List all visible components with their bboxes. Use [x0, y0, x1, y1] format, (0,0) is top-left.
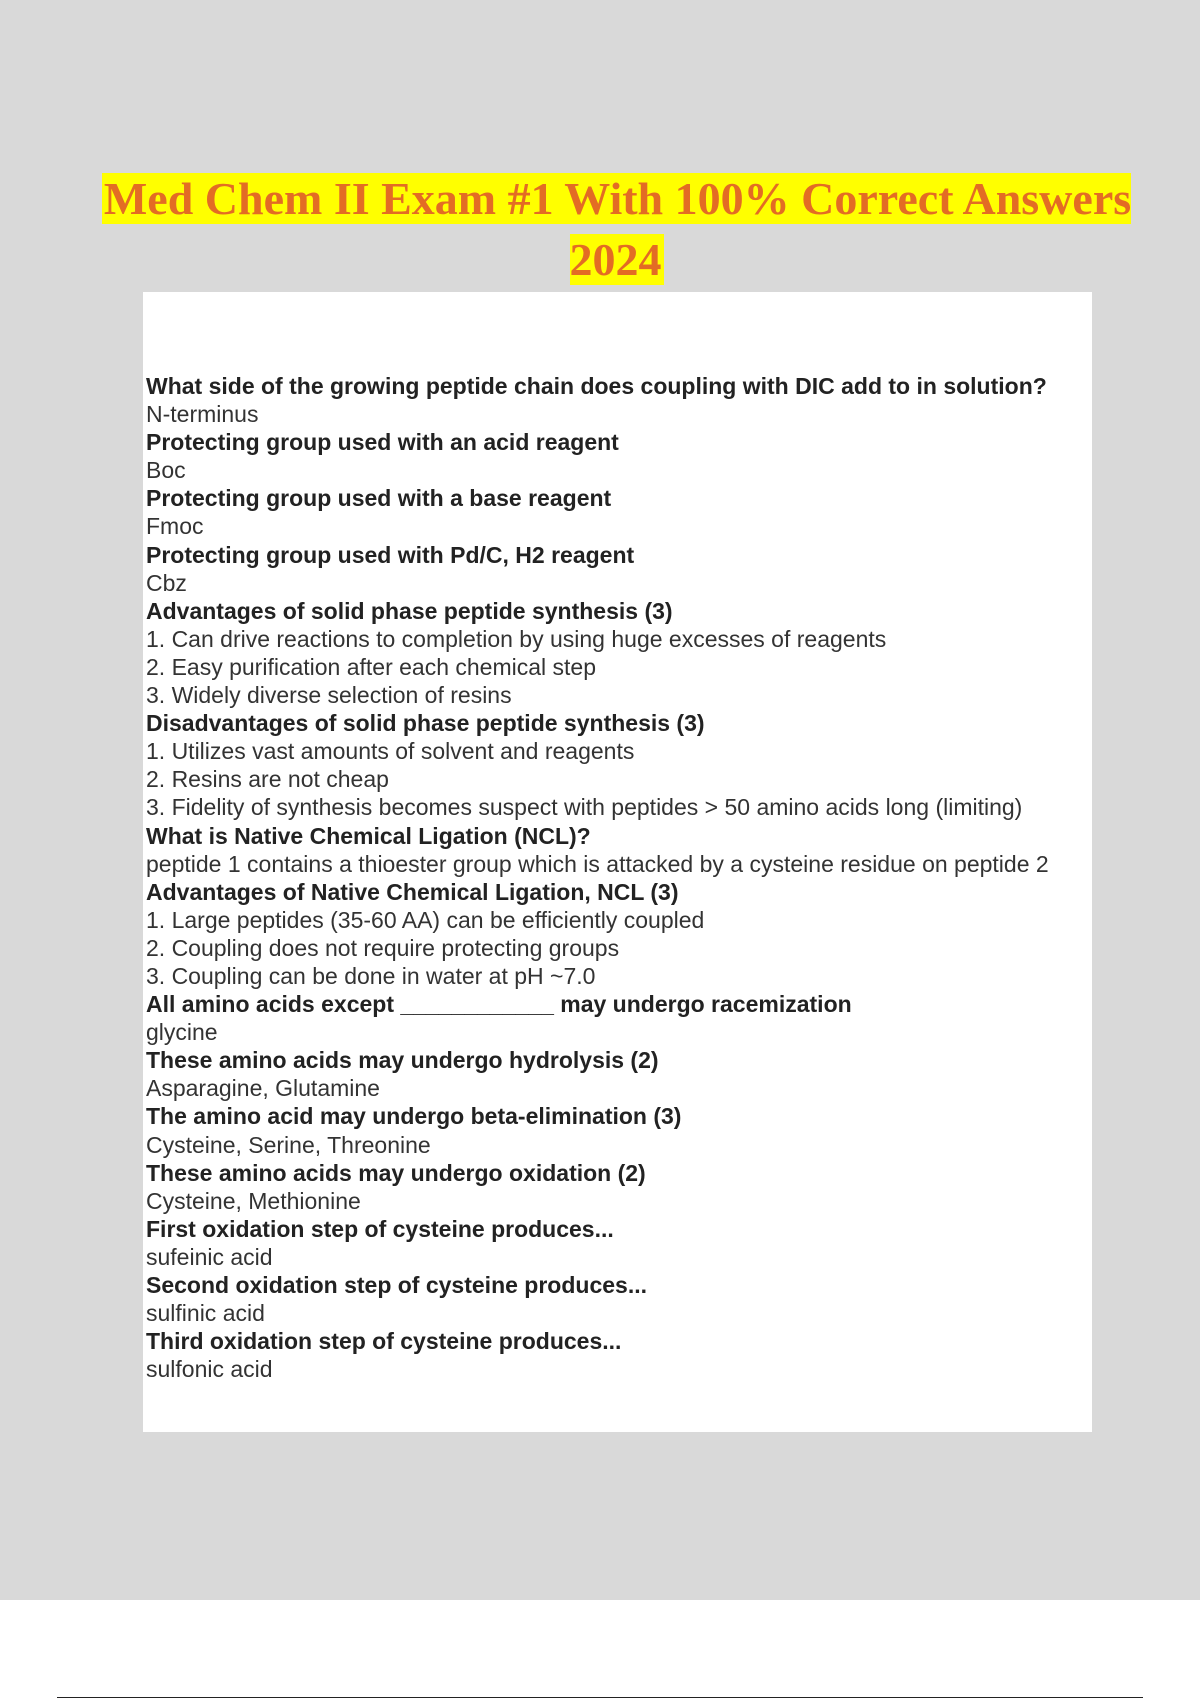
answer-text: N-terminus [146, 401, 259, 428]
answer-text: peptide 1 contains a thioester group which is attacked by a cysteine residue on peptide 2 [146, 850, 1049, 877]
footer-divider [57, 1697, 1143, 1698]
question-text: Disadvantages of solid phase peptide synthesis (3) [146, 710, 705, 737]
qa-item [146, 1327, 1089, 1383]
qa-item [146, 990, 1089, 1046]
answer-text: 1. Large peptides (35-60 AA) can be efficiently coupled [146, 906, 705, 933]
qa-item [146, 428, 1089, 484]
question-text: All amino acids except ____________ may undergo racemization [146, 991, 852, 1018]
qa-content-panel [143, 292, 1092, 1432]
question-text: Protecting group used with a base reagent [146, 485, 612, 512]
qa-item [146, 1102, 1089, 1158]
qa-item [146, 484, 1089, 540]
qa-item [146, 878, 1089, 990]
question-text: First oxidation step of cysteine produces... [146, 1215, 614, 1242]
answer-text: 2. Easy purification after each chemical step [146, 653, 597, 680]
answer-text: sufeinic acid [146, 1243, 273, 1270]
question-text: Advantages of solid phase peptide synthesis (3) [146, 597, 673, 624]
question-text: Protecting group used with an acid reagent [146, 429, 619, 456]
qa-item [146, 1271, 1089, 1327]
qa-item [146, 1046, 1089, 1102]
answer-text: Boc [146, 457, 186, 484]
qa-item [146, 822, 1089, 878]
answer-text: Cysteine, Serine, Threonine [146, 1131, 431, 1158]
answer-text: Asparagine, Glutamine [146, 1075, 380, 1102]
qa-item [146, 1159, 1089, 1215]
document-title [60, 168, 1173, 290]
question-text: The amino acid may undergo beta-elimination (3) [146, 1103, 682, 1130]
qa-list [146, 372, 1089, 1383]
answer-text: sulfonic acid [146, 1356, 273, 1383]
question-text: These amino acids may undergo oxidation (2) [146, 1159, 646, 1186]
answer-text: 3. Coupling can be done in water at pH ~7.0 [146, 962, 596, 989]
question-text: Advantages of Native Chemical Ligation, NCL (3) [146, 878, 679, 905]
qa-item [146, 372, 1089, 428]
qa-item [146, 1215, 1089, 1271]
question-text: Second oxidation step of cysteine produces... [146, 1272, 647, 1298]
question-text: Third oxidation step of cysteine produces... [146, 1328, 622, 1355]
question-text: Protecting group used with Pd/C, H2 reagent [146, 541, 635, 568]
answer-text: Cbz [146, 569, 187, 596]
answer-text: Cysteine, Methionine [146, 1187, 361, 1214]
answer-text: Fmoc [146, 513, 204, 540]
answer-text: 3. Widely diverse selection of resins [146, 682, 512, 709]
question-text: These amino acids may undergo hydrolysis (2) [146, 1047, 659, 1074]
question-text: What side of the growing peptide chain does coupling with DIC add to in solution? [146, 373, 1047, 399]
qa-item [146, 541, 1089, 597]
answer-text: 1. Can drive reactions to completion by using huge excesses of reagents [146, 625, 887, 652]
answer-text: 2. Coupling does not require protecting groups [146, 934, 620, 961]
document-title-text: Med Chem II Exam #1 With 100% Correct Answers 2024 [103, 173, 1132, 285]
qa-item [146, 709, 1089, 821]
answer-text: 1. Utilizes vast amounts of solvent and reagents [146, 738, 635, 765]
answer-text: glycine [146, 1019, 218, 1046]
answer-text: sulfinic acid [146, 1300, 265, 1327]
qa-item [146, 597, 1089, 709]
question-text: What is Native Chemical Ligation (NCL)? [146, 822, 591, 849]
answer-text: 3. Fidelity of synthesis becomes suspect with peptides > 50 amino acids long (limiting) [146, 794, 1023, 821]
answer-text: 2. Resins are not cheap [146, 766, 389, 793]
